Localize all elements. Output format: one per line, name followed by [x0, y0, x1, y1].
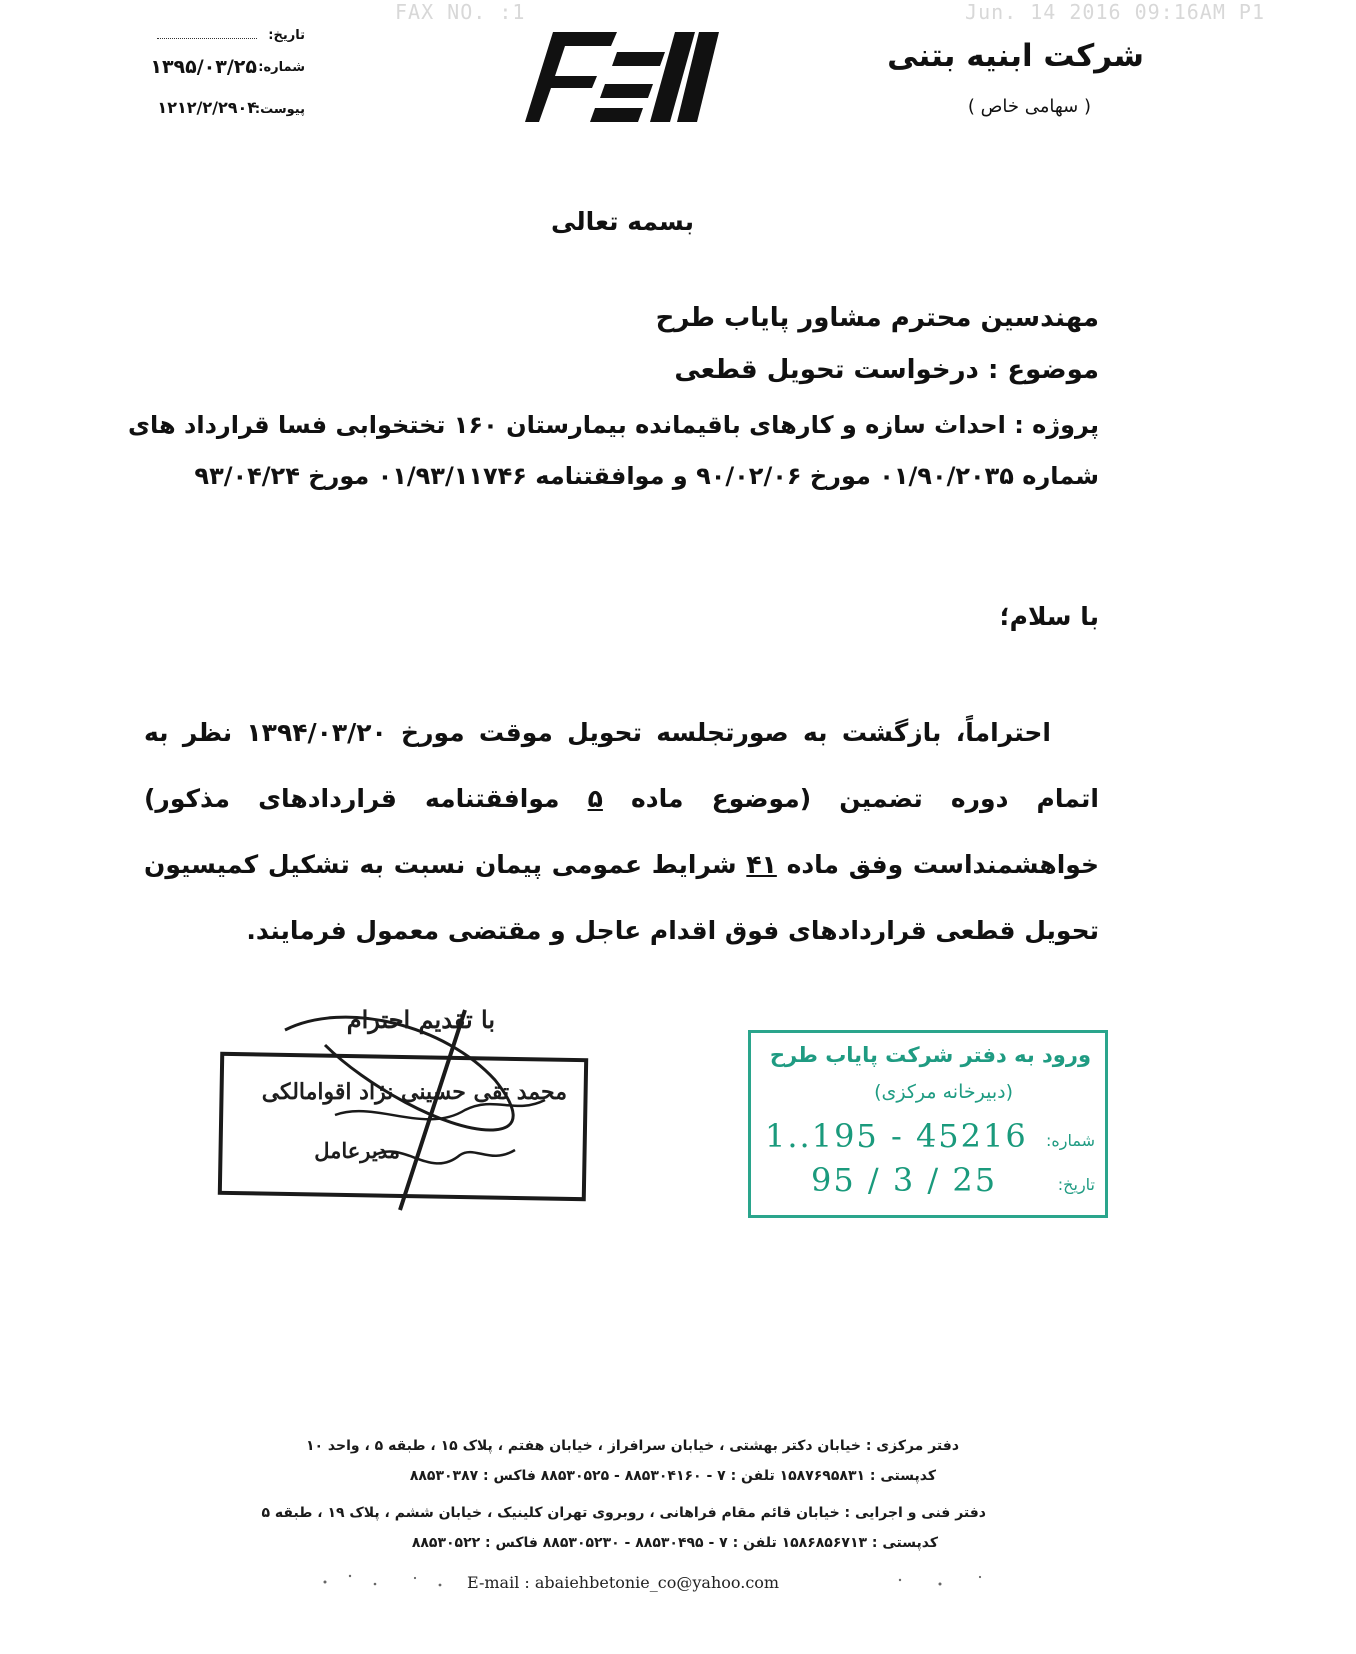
- project-line-1: پروژه : احداث سازه و کارهای باقیمانده بیمارستان ۱۶۰ تختخوابی فسا قرارداد های: [128, 411, 1099, 439]
- meta-number-label: شماره:: [258, 60, 305, 75]
- meta-attachment-label: پیوست:: [254, 102, 305, 117]
- stamp-subheading: (دبیرخانه مرکزی): [874, 1081, 1013, 1103]
- company-name: شرکت ابنیه بتنی: [887, 38, 1144, 74]
- handwritten-signature: [215, 1005, 595, 1220]
- fax-header: [395, 0, 1265, 24]
- signature-block: [215, 1005, 595, 1220]
- body-part-2: موافقتنامه قراردادهای مذکور) خواهشمنداست وفق ماده: [144, 784, 1099, 879]
- meta-date-row: [120, 28, 305, 50]
- body-part-3: شرایط عمومی پیمان نسبت به تشکیل کمیسیون تحویل قطعی قراردادهای فوق اقدام عاجل و مقتضی معمول فرمایند.: [144, 850, 1099, 945]
- subject-line: موضوع : درخواست تحویل قطعی: [674, 355, 1099, 385]
- stamp-heading: ورود به دفتر شرکت پایاب طرح: [769, 1043, 1091, 1067]
- meta-number-row: [120, 56, 305, 82]
- stamp-number-value: 1..195 - 45216: [765, 1117, 1028, 1155]
- bismillah-heading: بسمه تعالی: [550, 207, 695, 236]
- footer-central-contact: کدپستی : ۱۵۸۷۶۹۵۸۳۱ تلفن : ۷ - ۸۸۵۳۰۴۱۶۰ - ۸۸۵۳۰۵۲۵ فاکس : ۸۸۵۳۰۳۸۷: [409, 1468, 936, 1484]
- footer-technical-office: دفتر فنی و اجرایی : خیابان قائم مقام فراهانی ، روبروی تهران کلینیک ، خیابان ششم ، پلاک ۱۹ ، طبقه ۵: [261, 1505, 986, 1521]
- stamp-date-label: تاریخ:: [1057, 1175, 1095, 1194]
- stamp-date-value: 95 / 3 / 25: [811, 1161, 998, 1199]
- stamp-number-label: شماره:: [1045, 1131, 1095, 1150]
- addressee: مهندسین محترم مشاور پایاب طرح: [655, 303, 1099, 333]
- article-41-ref: ۴۱: [746, 850, 777, 879]
- company-type: ( سهامی خاص ): [967, 96, 1091, 117]
- fax-number: FAX NO. :1: [395, 0, 526, 24]
- meta-number-value: ۱۳۹۵/۰۳/۲۵: [150, 56, 257, 78]
- article-5-ref: ۵: [587, 784, 603, 813]
- signature-title: مدیرعامل: [314, 1138, 400, 1163]
- footer-email: E-mail : abaiehbetonie_co@yahoo.com: [467, 1573, 780, 1592]
- signature-closing: با تقدیم احترام: [346, 1005, 495, 1034]
- received-stamp: [748, 1030, 1108, 1218]
- footer-central-office: دفتر مرکزی : خیابان دکتر بهشتی ، خیابان سرافراز ، خیابان هفتم ، پلاک ۱۵ ، طبقه ۵ ، واحد ۱۰: [305, 1438, 959, 1454]
- meta-date-label: تاریخ:: [268, 28, 305, 43]
- body-part-1: احتراماً، بازگشت به صورتجلسه تحویل موقت مورخ ۱۳۹۴/۰۳/۲۰ نظر به اتمام دوره تضمین (موضوع ماده: [144, 718, 1099, 813]
- signature-name: محمد تقی حسینی نژاد اقوامالکی: [261, 1079, 567, 1105]
- letter-meta: [120, 26, 305, 126]
- footer-technical-contact: کدپستی : ۱۵۸۶۸۵۶۷۱۳ تلفن : ۷ - ۸۸۵۳۰۴۹۵ - ۸۸۵۳۰۵۲۳۰ فاکس : ۸۸۵۳۰۵۲۲: [411, 1535, 938, 1551]
- project-line-2: شماره ۰۱/۹۰/۲۰۳۵ مورخ ۹۰/۰۲/۰۶ و موافقتنامه ۰۱/۹۳/۱۱۷۴۶ مورخ ۹۳/۰۴/۲۴: [194, 462, 1099, 490]
- greeting: با سلام؛: [999, 602, 1099, 631]
- fax-date-time: Jun. 14 2016 09:16AM P1: [965, 0, 1265, 24]
- meta-attachment-row: [120, 98, 305, 124]
- meta-attachment-value: ۱۲۱۲/۲/۲۹۰۴: [157, 98, 257, 117]
- company-logo: [525, 28, 725, 122]
- letter-body: [144, 700, 1099, 964]
- meta-date-blank: [157, 38, 257, 39]
